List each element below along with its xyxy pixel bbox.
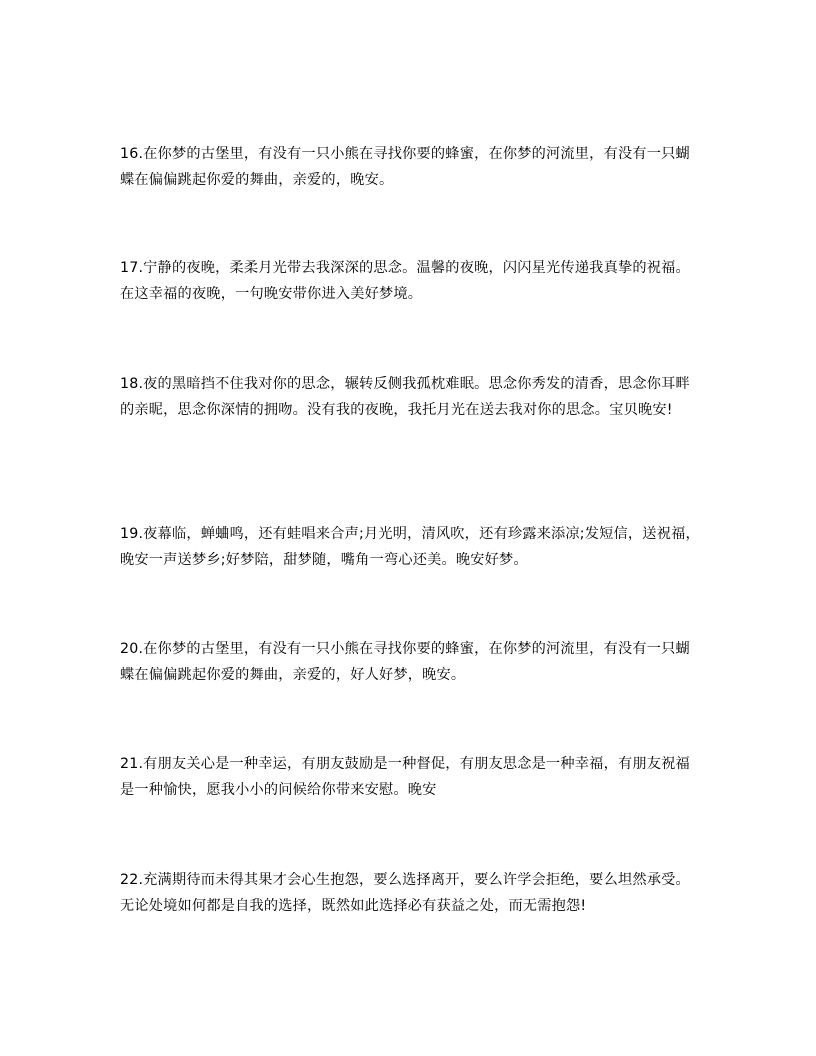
paragraph-text: 宁静的夜晚，柔柔月光带去我深深的思念。温馨的夜晚，闪闪星光传递我真挚的祝福。在这幸福的夜晚，一句晚安带你进入美好梦境。: [120, 260, 690, 303]
paragraph-21: [120, 751, 700, 803]
paragraph-18: [120, 371, 700, 423]
paragraph-text: 夜幕临，蝉蛐鸣，还有蛙唱来合声;月光明，清风吹，还有珍露来添凉;发短信，送祝福，晚安一声送梦乡;好梦陪，甜梦随，嘴角一弯心还美。晚安好梦。: [120, 526, 700, 569]
paragraph-20: [120, 636, 700, 688]
paragraph-number: 21.: [120, 756, 144, 773]
paragraph-text: 充满期待而未得其果才会心生抱怨，要么选择离开，要么许学会拒绝，要么坦然承受。无论处境如何都是自我的选择，既然如此选择必有获益之处，而无需抱怨!: [120, 872, 690, 915]
paragraph-text: 有朋友关心是一种幸运，有朋友鼓励是一种督促，有朋友思念是一种幸福，有朋友祝福是一种愉快，愿我小小的问候给你带来安慰。晚安: [120, 756, 690, 799]
paragraph-number: 20.: [120, 641, 144, 658]
paragraph-number: 16.: [120, 146, 144, 163]
paragraph-16: [120, 141, 700, 193]
paragraph-text: 夜的黑暗挡不住我对你的思念，辗转反侧我孤枕难眠。思念你秀发的清香，思念你耳畔的亲昵，思念你深情的拥吻。没有我的夜晚，我托月光在送去我对你的思念。宝贝晚安!: [120, 376, 690, 419]
paragraph-number: 22.: [120, 872, 144, 889]
paragraph-number: 18.: [120, 376, 144, 393]
paragraph-22: [120, 867, 700, 919]
paragraph-17: [120, 255, 700, 307]
paragraph-number: 19.: [120, 526, 144, 543]
paragraph-number: 17.: [120, 260, 144, 277]
paragraph-text: 在你梦的古堡里，有没有一只小熊在寻找你要的蜂蜜，在你梦的河流里，有没有一只蝴蝶在偏偏跳起你爱的舞曲，亲爱的，好人好梦，晚安。: [120, 641, 690, 684]
paragraph-text: 在你梦的古堡里，有没有一只小熊在寻找你要的蜂蜜，在你梦的河流里，有没有一只蝴蝶在偏偏跳起你爱的舞曲，亲爱的，晚安。: [120, 146, 690, 189]
paragraph-19: [120, 521, 700, 573]
